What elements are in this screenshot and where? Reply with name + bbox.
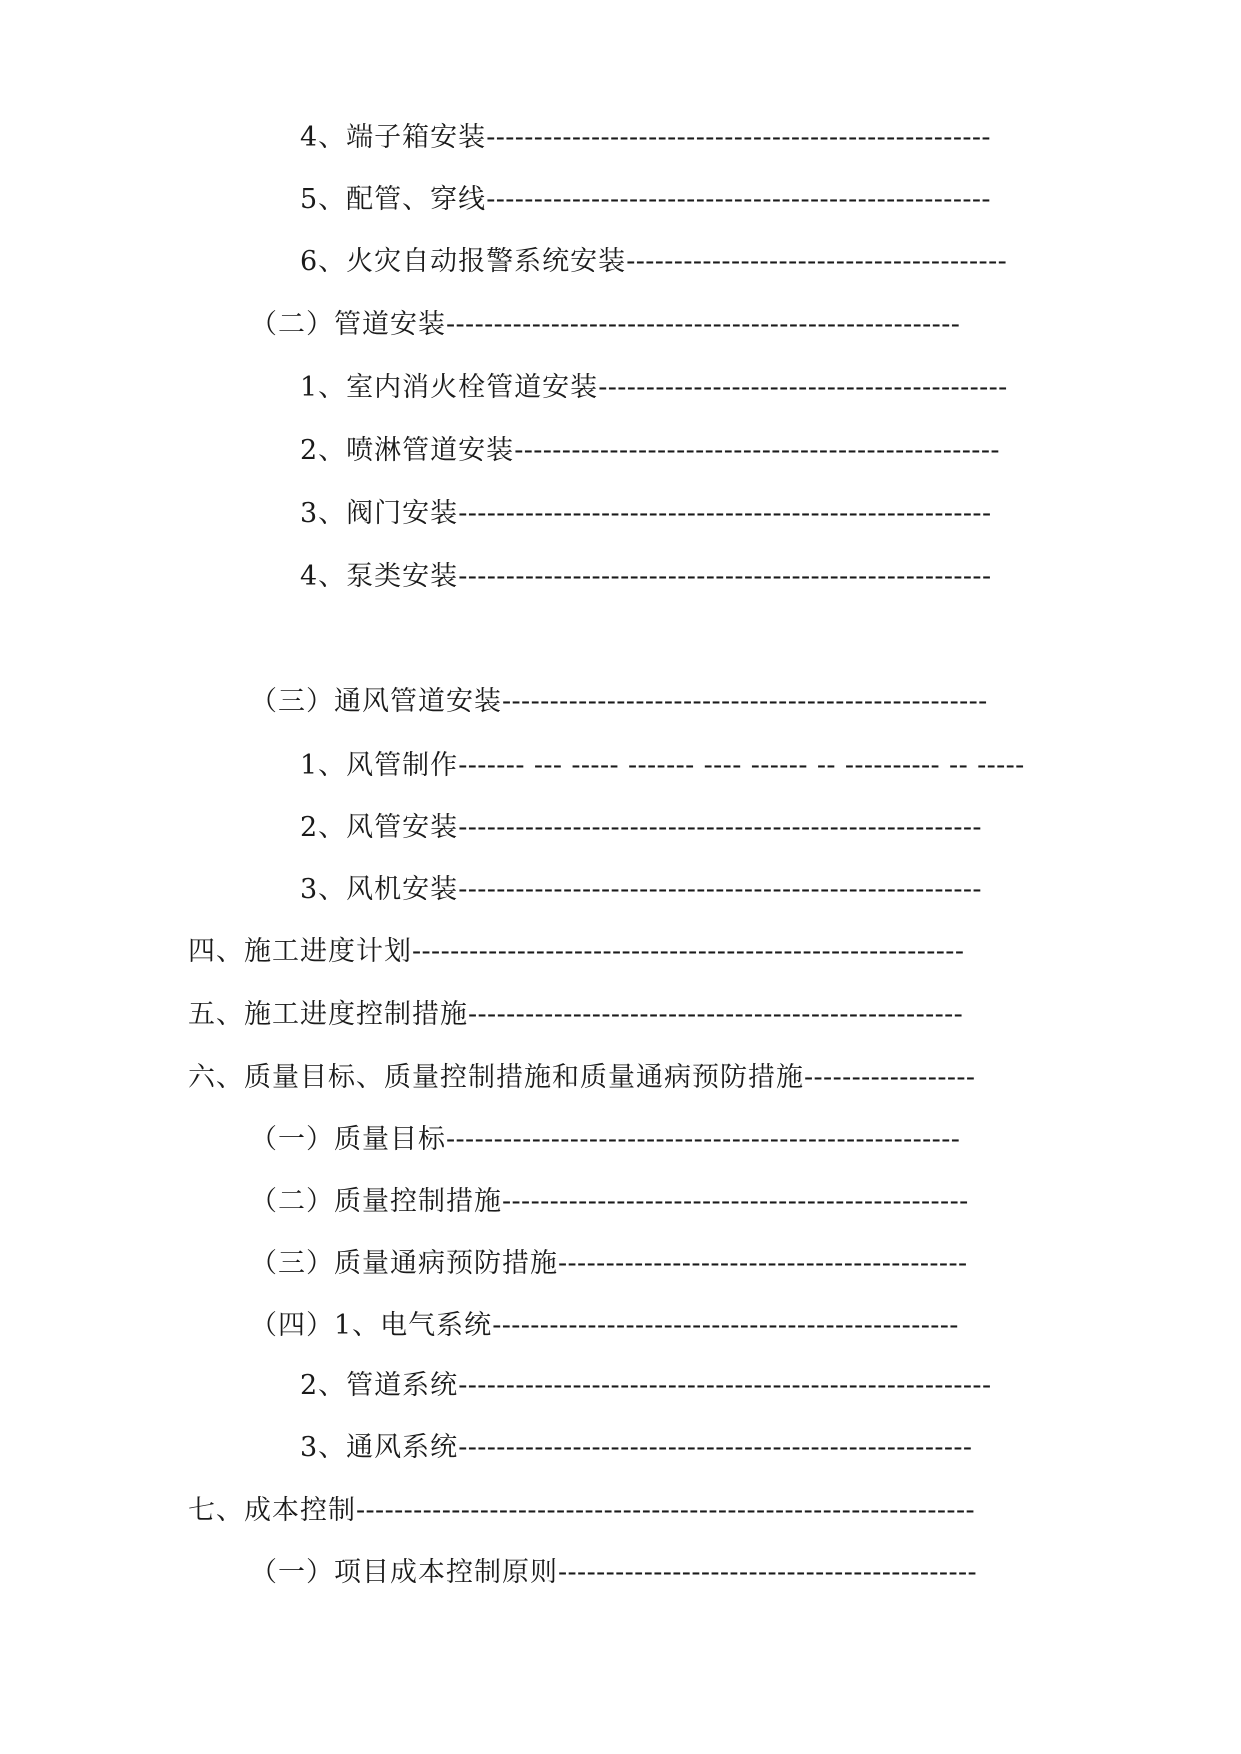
toc-entry-title: 3、风机安装 [300,874,459,905]
toc-entry-title: （一）质量目标 [250,1124,446,1155]
toc-entry-title: （二）质量控制措施 [250,1186,502,1217]
toc-entry-leader: ---------------------------------------------------------- [412,936,965,967]
toc-entry-leader: ------------------------------------------------------ [446,1124,961,1155]
toc-entry-quality-goals [250,1120,960,1160]
toc-entry-conduit-wiring [300,180,991,220]
toc-entry-title: 4、泵类安装 [300,561,459,592]
toc-entry-leader: -------------------------------------------- [558,1557,978,1588]
toc-entry-leader: ------------------------------------------- [598,372,1008,403]
toc-entry-title: 6、火灾自动报警系统安装 [300,246,627,277]
toc-entry-valve-install [300,494,991,534]
toc-entry-leader: ----------------------------------------------------- [486,184,991,215]
toc-entry-defect-prevention [250,1244,968,1284]
toc-entry-leader: ----------------------------------------------------------------- [356,1495,975,1526]
toc-entry-title: （三）通风管道安装 [250,686,502,717]
toc-entry-title: 1、室内消火栓管道安装 [300,372,599,403]
toc-entry-sprinkler-pipe-install [300,431,1000,471]
toc-entry-title: 七、成本控制 [188,1495,356,1526]
toc-entry-leader: ------------------------------------------------- [492,1310,959,1341]
toc-entry-leader: ------------------------------------------------------- [458,874,982,905]
toc-entry-title: （四）1、电气系统 [250,1310,493,1341]
toc-entry-leader: -------------------------------------------------------- [458,561,992,592]
toc-entry-electrical-system [250,1306,959,1346]
toc-entry-leader: ------------------------------------------------- [502,1186,969,1217]
toc-entry-leader: -------------------------------------------------------- [458,498,992,529]
toc-entry-quality-control [250,1182,969,1222]
toc-entry-leader: --------------------------------------------------- [502,686,988,717]
toc-entry-leader: -------------------------------------------------------- [458,1370,992,1401]
toc-entry-title: （二）管道安装 [250,309,446,340]
toc-entry-cost-control [188,1491,975,1531]
toc-entry-terminal-box-install [300,118,991,158]
toc-entry-title: 2、风管安装 [300,812,459,843]
toc-entry-leader: ------------------------------------------- [558,1248,968,1279]
toc-entry-title: 2、喷淋管道安装 [300,435,515,466]
toc-entry-leader: --------------------------------------------------- [514,435,1000,466]
toc-entry-title: 四、施工进度计划 [188,936,412,967]
toc-entry-leader: ----------------------------------------------------- [486,122,991,153]
toc-entry-title: 4、端子箱安装 [300,122,487,153]
toc-entry-title: （三）质量通病预防措施 [250,1248,558,1279]
toc-entry-title: 3、阀门安装 [300,498,459,529]
toc-entry-leader: ------- --- ----- ------- ---- ------ -- ---------- -- ----- [458,750,1025,781]
toc-entry-title: 五、施工进度控制措施 [188,999,468,1030]
toc-entry-cost-control-principles [250,1553,977,1593]
toc-entry-pump-install [300,557,991,597]
toc-entry-pipeline-system [300,1366,991,1406]
toc-entry-title: 1、风管制作 [300,750,459,781]
toc-entry-schedule-control [188,995,963,1035]
toc-entry-duct-fabrication [300,746,1025,786]
toc-entry-leader: ------------------ [804,1062,976,1093]
toc-entry-leader: ------------------------------------------------------ [458,1432,973,1463]
toc-entry-schedule-plan [188,932,964,972]
toc-entry-title: 5、配管、穿线 [300,184,487,215]
toc-entry-leader: ------------------------------------------------------ [446,309,961,340]
toc-entry-duct-install [300,808,982,848]
toc-entry-leader: ---------------------------------------- [626,246,1008,277]
toc-entry-hydrant-pipe-install [300,368,1008,408]
toc-entry-fire-alarm-install [300,242,1007,282]
toc-entry-title: 六、质量目标、质量控制措施和质量通病预防措施 [188,1062,804,1093]
toc-entry-quality-section [188,1058,975,1098]
toc-entry-ventilation-system [300,1428,972,1468]
toc-entry-ventilation-duct-install [250,682,988,722]
toc-entry-leader: ---------------------------------------------------- [468,999,964,1030]
toc-entry-pipeline-install [250,305,960,345]
toc-entry-title: （一）项目成本控制原则 [250,1557,558,1588]
toc-entry-leader: ------------------------------------------------------- [458,812,982,843]
toc-entry-title: 2、管道系统 [300,1370,459,1401]
toc-entry-fan-install [300,870,982,910]
toc-entry-title: 3、通风系统 [300,1432,459,1463]
